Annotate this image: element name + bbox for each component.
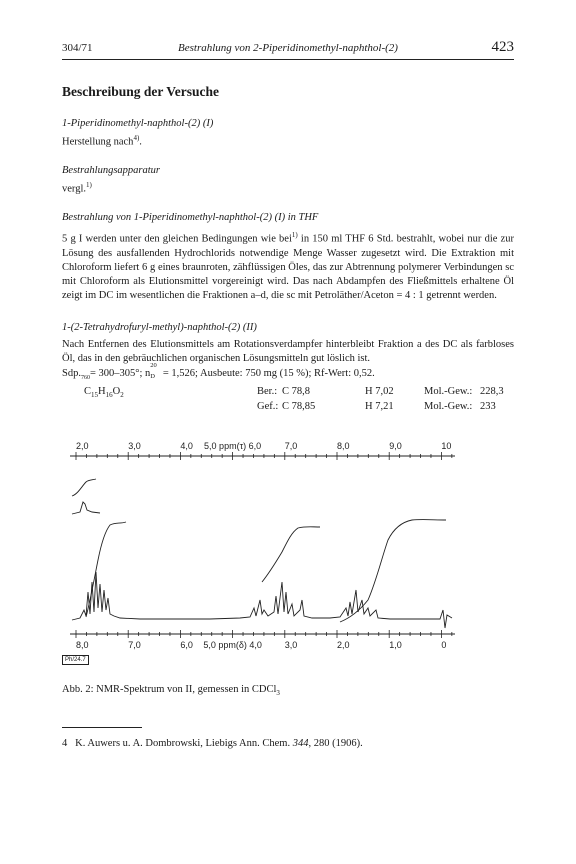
analysis-calc-mw: 228,3 (480, 386, 504, 397)
bottom-axis-tick-label: 8,0 (76, 640, 89, 650)
irradiation-paragraph: 5 g I werden unter den gleichen Bedingungen wie bei$^{1)}$ in 150 ml THF 6 Std. bestrahlt, wobei nur die zur Lösung des ausfallenden Hydrochlorids notwendige Menge Wasser zugesetzt wird. Die Extraktion mit Chloroform liefert 6 g eines braunroten, zähflüssigen Öles, das zur Abtrennung polymerer Verbindungen sc mit Chloroform als Elutionsmittel vorgereinigt wird. Das nach Abdampfen des Fließmittels erhaltene Öl zeigt im DC im wesentlichen die Fraktionen a–d, die sc mit Petroläther/Aceton = 4 : 1 getrennt werden. (62, 231, 514, 301)
analysis-calc-mol-label: Mol.-Gew.: (424, 386, 473, 397)
running-header-title: Bestrahlung von 2-Piperidinomethyl-naphthol-(2) (178, 42, 398, 54)
bottom-axis-tick-label: 2,0 (337, 640, 350, 650)
top-axis-tick-label: 3,0 (128, 441, 141, 451)
footnote-ref: 1) (291, 231, 298, 239)
molecular-formula: $C_{15}H_{16}O_2$ (84, 386, 124, 400)
analysis-found-mw: 233 (480, 401, 496, 412)
bottom-axis-tick-label: 7,0 (128, 640, 141, 650)
compound-ii-heading: 1-(2-Tetrahydrofuryl-methyl)-naphthol-(2) (II) (62, 322, 257, 333)
spectrum-trace (72, 572, 452, 628)
bottom-axis-ticks (76, 630, 452, 650)
nmr-spectrum (50, 432, 470, 657)
page-number: 423 (491, 39, 514, 55)
top-axis-tick-label: 10 (441, 441, 452, 451)
integral-curve-mid (262, 527, 320, 582)
footnote-ref: 4) (133, 134, 140, 142)
bottom-axis-tick-label: 5,0 ppm(δ) 4,0 (203, 640, 262, 650)
integral-curve-aromatic (86, 522, 126, 617)
top-axis-tick-label: 4,0 (180, 441, 193, 451)
analysis-found-mol-label: Mol.-Gew.: (424, 401, 473, 412)
analysis-calc-h: H 7,02 (365, 386, 394, 397)
footnote: 4 K. Auwers u. A. Dombrowski, Liebigs Ann. Chem. 344, 280 (1906). (62, 738, 363, 749)
header-rule (62, 59, 514, 60)
figure-stamp: Ph/24.7 (62, 655, 89, 665)
integral-curve-aliphatic (340, 520, 446, 622)
figure-caption: Abb. 2: NMR-Spektrum von II, gemessen in CDCl$_3$ (62, 684, 280, 698)
bottom-axis-tick-label: 0 (441, 640, 447, 650)
analysis-found-h: H 7,21 (365, 401, 394, 412)
analysis-found-label: Gef.: (257, 401, 279, 412)
top-axis-tick-label: 9,0 (389, 441, 402, 451)
top-axis-tick-label: 7,0 (284, 441, 298, 451)
apparatus-heading: Bestrahlungsapparatur (62, 165, 161, 176)
compound-i-heading: 1-Piperidinomethyl-naphthol-(2) (I) (62, 118, 214, 129)
compound-ii-paragraph: Nach Entfernen des Elutionsmittels am Rotationsverdampfer hinterbleibt Fraktion a des DC als farbloses Öl, das in den gebräuchlichen organischen Lösungsmitteln gut löslich ist. $Sdp._{760}= 300-305^\circ$; n 20 D = 1,526; Ausbeute: 750 mg (15 %); Rf-Wert: 0,52. (62, 339, 514, 382)
section-title: Beschreibung der Versuche (62, 84, 220, 99)
top-axis-tick-label: 8,0 (337, 441, 350, 451)
top-axis-tick-label: 5,0 ppm(τ) 6,0 (204, 441, 262, 451)
bottom-axis-tick-label: 6,0 (180, 640, 193, 650)
analysis-calc-label: Ber.: (257, 386, 278, 397)
apparatus-text: vergl.$^{1)}$ (62, 181, 92, 195)
bottom-axis-tick-label: 3,0 (284, 640, 298, 650)
running-header-code: 304/71 (62, 42, 93, 54)
inset-peak-trace (72, 502, 100, 514)
analysis-calc-c: C 78,8 (282, 386, 311, 397)
top-axis-tick-label: 2,0 (76, 441, 89, 451)
top-axis-ticks (76, 441, 452, 460)
irradiation-heading: Bestrahlung von 1-Piperidinomethyl-naphthol-(2) (I) in THF (62, 212, 319, 223)
footnote-rule (62, 727, 142, 728)
compound-i-text: Herstellung nach$^{4)}$. (62, 134, 142, 148)
inset-integral-trace (72, 479, 96, 496)
footnote-ref: 1) (86, 181, 92, 189)
bottom-axis-tick-label: 1,0 (389, 640, 402, 650)
analysis-found-c: C 78,85 (282, 401, 316, 412)
